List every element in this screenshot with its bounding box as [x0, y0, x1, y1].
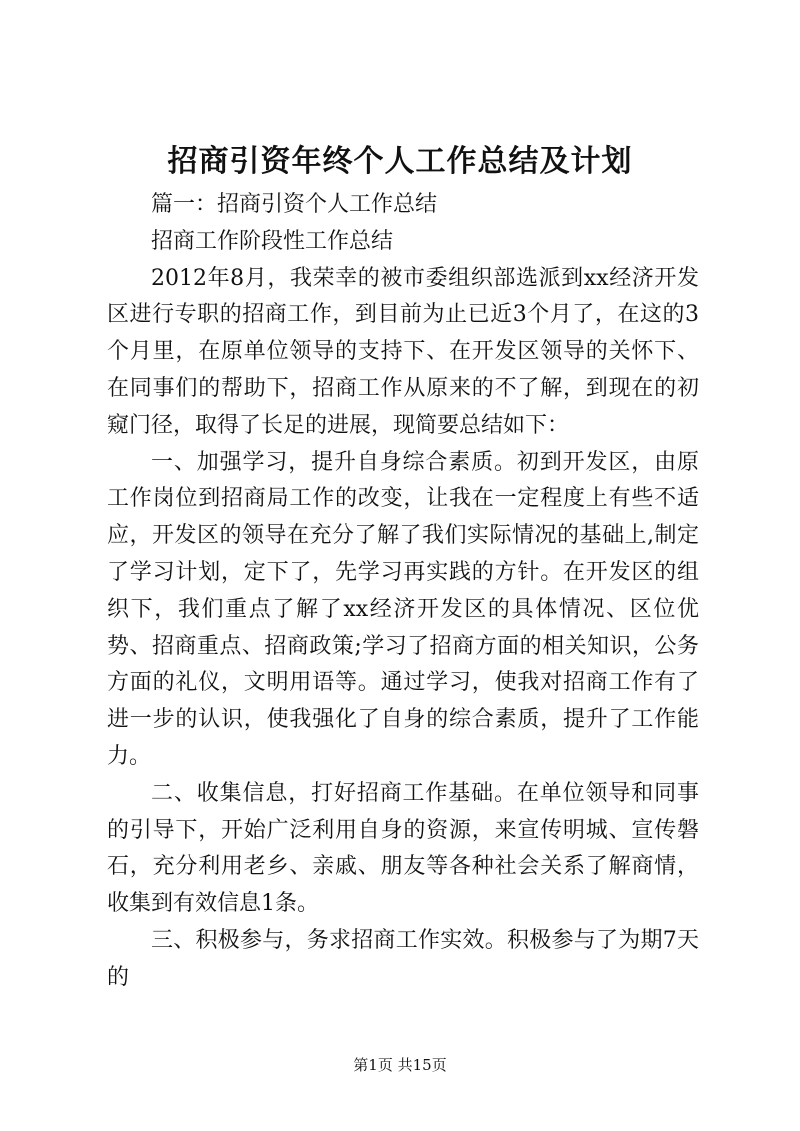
section-heading: 篇一：招商引资个人工作总结 [151, 192, 438, 217]
paragraph-intro: 2012年8月，我荣幸的被市委组织部选派到xx经济开发区进行专职的招商工作，到目前为止已近3个月了，在这的3个月里，在原单位领导的支持下、在开发区领导的关怀下、在同事们的帮助下，招商工作从原来的不了解，到现在的初窥门径，取得了长足的进展，现简要总结如下： [107, 265, 699, 438]
document-title: 招商引资年终个人工作总结及计划 [167, 144, 633, 179]
subheading: 招商工作阶段性工作总结 [151, 228, 394, 254]
page-number-footer: 第1页 共15页 [353, 1056, 447, 1074]
paragraph-participate: 三、积极参与，务求招商工作实效。积极参与了为期7天的 [107, 927, 699, 990]
document-body [107, 187, 699, 997]
paragraph-info: 二、收集信息，打好招商工作基础。在单位领导和同事的引导下，开始广泛利用自身的资源，来宣传明城、宣传磐石，充分利用老乡、亲戚、朋友等各种社会关系了解商情，收集到有效信息1条。 [107, 780, 699, 917]
paragraph-study: 一、加强学习，提升自身综合素质。初到开发区，由原工作岗位到招商局工作的改变，让我在一定程度上有些不适应，开发区的领导在充分了解了我们实际情况的基础上,制定了学习计划，定下了，先学习再实践的方针。在开发区的组织下，我们重点了解了xx经济开发区的具体情况、区位优势、招商重点、招商政策;学习了招商方面的相关知识，公务方面的礼仪，文明用语等。通过学习，使我对招商工作有了进一步的认识，使我强化了自身的综合素质，提升了工作能力。 [107, 449, 699, 769]
